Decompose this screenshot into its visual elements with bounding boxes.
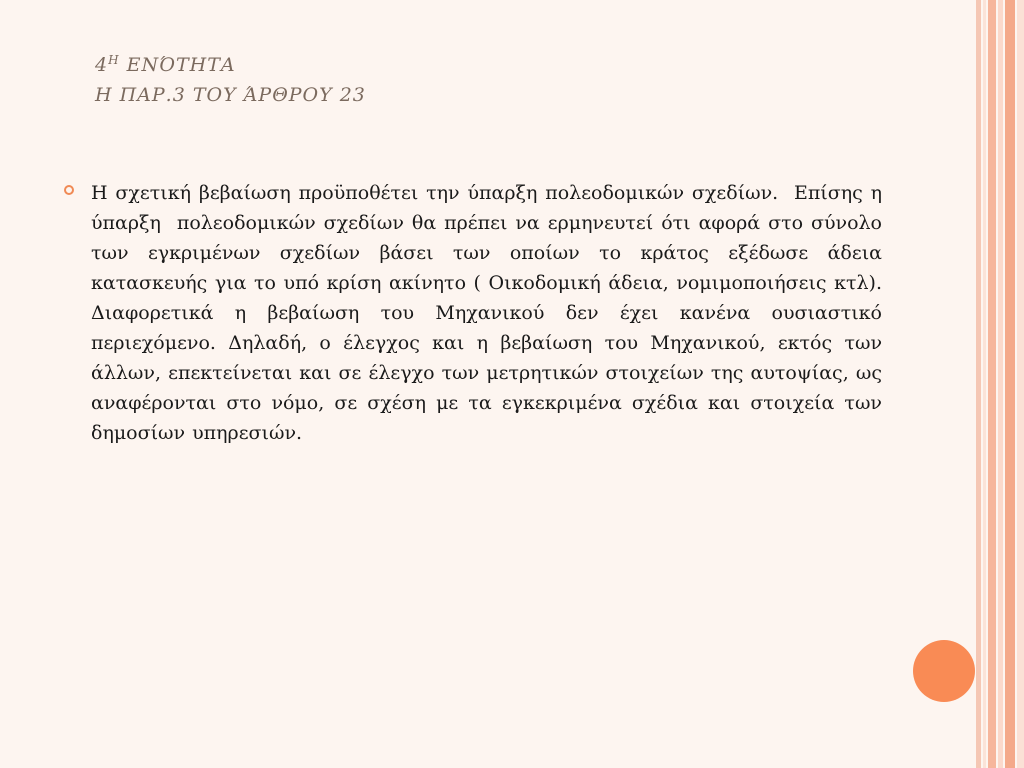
title-number: 4 — [95, 54, 109, 76]
bullet-text: Η σχετική βεβαίωση προϋποθέτει την ύπαρξη πολεοδομικών σχεδίων. Επίσης η ύπαρξη πολεοδομικών σχεδίων θα πρέπει να ερμηνευτεί ότι αφορά στο σύνολο των εγκριμένων σχεδίων βάσει των οποίων το κράτος εξέδωσε άδεια κατασκευής για το υπό κρίση ακίνητο ( Οικοδομική άδεια, νομιμοποιήσεις κτλ). Διαφορετικά η βεβαίωση του Μηχανικού δεν έχει κανένα ουσιαστικό περιεχόμενο. Δηλαδή, ο έλεγχος και η βεβαίωση του Μηχανικού, εκτός των άλλων, επεκτείνεται και σε έλεγχο των μετρητικών στοιχείων της αυτοψίας, ως αναφέρονται στο νόμο, σε σχέση με τα εγκεκριμένα σχέδια και στοιχεία των δημοσίων υπηρεσιών. — [91, 182, 897, 444]
title-line-1-text: ΕΝΌΤΗΤΑ — [119, 54, 236, 76]
decorative-circle — [913, 640, 975, 702]
decorative-stripe — [976, 0, 981, 768]
decorative-stripe — [1005, 0, 1015, 768]
bullet-circle-icon — [64, 185, 74, 195]
slide-title — [95, 50, 366, 110]
title-line-2: Η ΠΑΡ.3 ΤΟΥ ΆΡΘΡΟΥ 23 — [95, 84, 366, 106]
decorative-stripe — [988, 0, 996, 768]
bullet-item — [60, 178, 897, 448]
decorative-stripe — [1017, 0, 1024, 768]
title-line-1 — [95, 50, 366, 80]
decorative-stripe — [998, 0, 1003, 768]
decorative-stripe — [983, 0, 986, 768]
title-superscript: Η — [108, 53, 120, 67]
